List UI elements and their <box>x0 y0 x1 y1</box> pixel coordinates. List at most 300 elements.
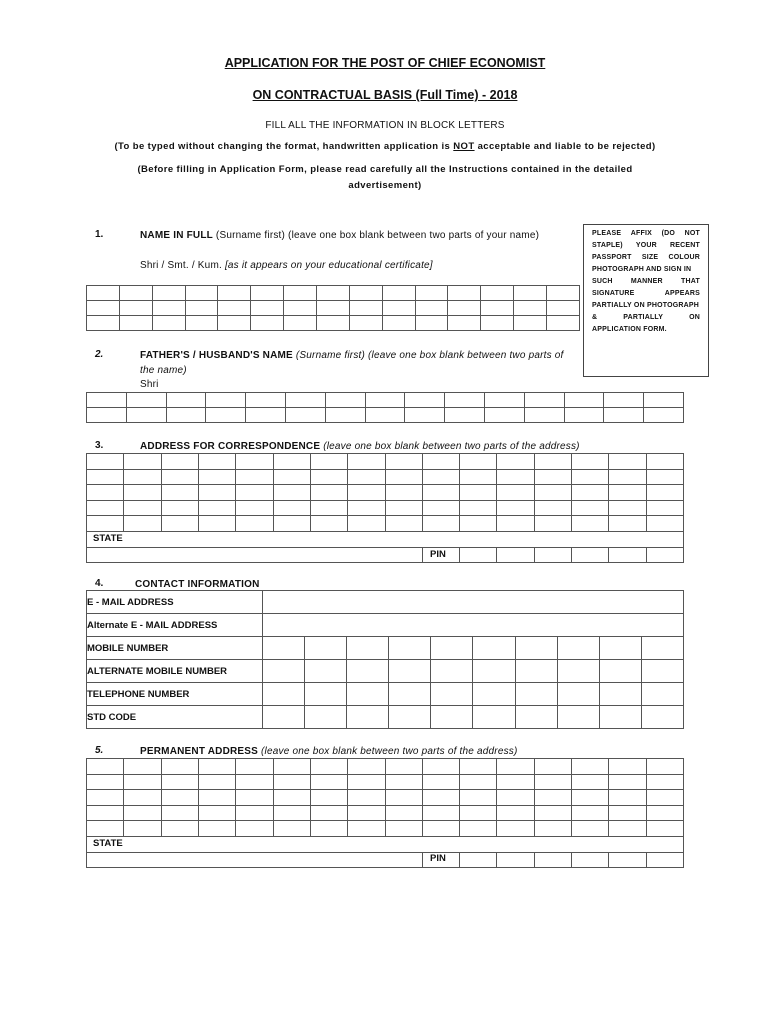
letter-box[interactable] <box>124 454 161 470</box>
letter-box[interactable] <box>87 774 124 790</box>
pin-box[interactable] <box>497 852 534 867</box>
letter-box[interactable] <box>547 316 580 331</box>
letter-box[interactable] <box>161 805 198 821</box>
digit-box[interactable] <box>557 660 599 683</box>
letter-box[interactable] <box>285 408 325 423</box>
pin-box[interactable] <box>497 547 534 562</box>
pin-box[interactable] <box>460 852 497 867</box>
digit-box[interactable] <box>347 683 389 706</box>
digit-box[interactable] <box>599 706 641 729</box>
letter-box[interactable] <box>166 393 206 408</box>
letter-box[interactable] <box>422 454 459 470</box>
letter-box[interactable] <box>460 821 497 837</box>
letter-box[interactable] <box>87 408 127 423</box>
letter-box[interactable] <box>87 301 120 316</box>
photo-box[interactable] <box>583 224 709 377</box>
letter-box[interactable] <box>87 805 124 821</box>
letter-box[interactable] <box>385 485 422 501</box>
letter-box[interactable] <box>405 408 445 423</box>
digit-box[interactable] <box>473 637 515 660</box>
letter-box[interactable] <box>349 316 382 331</box>
letter-box[interactable] <box>198 805 235 821</box>
letter-box[interactable] <box>460 790 497 806</box>
permanent-address-grid[interactable] <box>86 758 684 868</box>
letter-box[interactable] <box>152 286 185 301</box>
letter-box[interactable] <box>348 805 385 821</box>
letter-box[interactable] <box>124 469 161 485</box>
letter-box[interactable] <box>609 485 646 501</box>
letter-box[interactable] <box>497 469 534 485</box>
letter-box[interactable] <box>87 485 124 501</box>
letter-box[interactable] <box>310 454 347 470</box>
letter-box[interactable] <box>524 393 564 408</box>
letter-box[interactable] <box>310 469 347 485</box>
letter-box[interactable] <box>460 774 497 790</box>
letter-box[interactable] <box>382 316 415 331</box>
letter-box[interactable] <box>126 393 166 408</box>
letter-box[interactable] <box>534 774 571 790</box>
digit-box[interactable] <box>641 637 683 660</box>
letter-box[interactable] <box>198 485 235 501</box>
letter-box[interactable] <box>422 774 459 790</box>
letter-box[interactable] <box>644 393 684 408</box>
letter-box[interactable] <box>273 790 310 806</box>
letter-box[interactable] <box>385 516 422 532</box>
letter-box[interactable] <box>152 316 185 331</box>
letter-box[interactable] <box>385 500 422 516</box>
letter-box[interactable] <box>310 485 347 501</box>
letter-box[interactable] <box>161 454 198 470</box>
letter-box[interactable] <box>646 454 683 470</box>
digit-box[interactable] <box>599 683 641 706</box>
correspondence-address-grid[interactable] <box>86 453 684 563</box>
letter-box[interactable] <box>572 485 609 501</box>
letter-box[interactable] <box>385 790 422 806</box>
letter-box[interactable] <box>161 821 198 837</box>
letter-box[interactable] <box>422 790 459 806</box>
letter-box[interactable] <box>445 393 485 408</box>
letter-box[interactable] <box>547 301 580 316</box>
letter-box[interactable] <box>206 393 246 408</box>
letter-box[interactable] <box>348 454 385 470</box>
digit-box[interactable] <box>431 706 473 729</box>
digit-box[interactable] <box>515 706 557 729</box>
letter-box[interactable] <box>385 774 422 790</box>
letter-box[interactable] <box>325 408 365 423</box>
letter-box[interactable] <box>572 469 609 485</box>
letter-box[interactable] <box>348 821 385 837</box>
letter-box[interactable] <box>246 408 286 423</box>
letter-box[interactable] <box>646 759 683 775</box>
letter-box[interactable] <box>534 454 571 470</box>
letter-box[interactable] <box>572 454 609 470</box>
letter-box[interactable] <box>161 790 198 806</box>
letter-box[interactable] <box>124 790 161 806</box>
letter-box[interactable] <box>161 500 198 516</box>
letter-box[interactable] <box>646 821 683 837</box>
letter-box[interactable] <box>236 774 273 790</box>
letter-box[interactable] <box>514 286 547 301</box>
letter-box[interactable] <box>422 485 459 501</box>
letter-box[interactable] <box>497 454 534 470</box>
letter-box[interactable] <box>534 500 571 516</box>
letter-box[interactable] <box>646 805 683 821</box>
letter-box[interactable] <box>317 301 350 316</box>
letter-box[interactable] <box>460 759 497 775</box>
letter-box[interactable] <box>236 485 273 501</box>
letter-box[interactable] <box>218 301 251 316</box>
letter-box[interactable] <box>497 790 534 806</box>
letter-box[interactable] <box>422 805 459 821</box>
letter-box[interactable] <box>448 316 481 331</box>
letter-box[interactable] <box>236 759 273 775</box>
pin-box[interactable] <box>572 547 609 562</box>
state-field[interactable] <box>87 531 684 547</box>
contact-table[interactable] <box>86 590 684 729</box>
pin-box[interactable] <box>460 547 497 562</box>
letter-box[interactable] <box>534 485 571 501</box>
letter-box[interactable] <box>198 790 235 806</box>
letter-box[interactable] <box>206 408 246 423</box>
name-grid[interactable] <box>86 285 580 331</box>
letter-box[interactable] <box>87 516 124 532</box>
letter-box[interactable] <box>198 821 235 837</box>
digit-box[interactable] <box>305 660 347 683</box>
digit-box[interactable] <box>473 683 515 706</box>
letter-box[interactable] <box>236 469 273 485</box>
father-name-grid[interactable] <box>86 392 684 423</box>
letter-box[interactable] <box>422 500 459 516</box>
letter-box[interactable] <box>126 408 166 423</box>
pin-box[interactable] <box>646 547 683 562</box>
letter-box[interactable] <box>497 485 534 501</box>
digit-box[interactable] <box>305 683 347 706</box>
letter-box[interactable] <box>534 805 571 821</box>
letter-box[interactable] <box>87 316 120 331</box>
digit-box[interactable] <box>557 683 599 706</box>
letter-box[interactable] <box>348 774 385 790</box>
letter-box[interactable] <box>460 485 497 501</box>
digit-box[interactable] <box>347 660 389 683</box>
letter-box[interactable] <box>382 301 415 316</box>
letter-box[interactable] <box>348 469 385 485</box>
letter-box[interactable] <box>385 821 422 837</box>
letter-box[interactable] <box>609 821 646 837</box>
letter-box[interactable] <box>185 316 218 331</box>
photo-instruction-word: YOUR <box>635 242 657 249</box>
letter-box[interactable] <box>460 805 497 821</box>
letter-box[interactable] <box>415 301 448 316</box>
digit-box[interactable] <box>599 637 641 660</box>
letter-box[interactable] <box>604 408 644 423</box>
digit-box[interactable] <box>515 683 557 706</box>
letter-box[interactable] <box>198 759 235 775</box>
letter-box[interactable] <box>534 821 571 837</box>
letter-box[interactable] <box>218 286 251 301</box>
letter-box[interactable] <box>609 774 646 790</box>
letter-box[interactable] <box>236 500 273 516</box>
letter-box[interactable] <box>448 301 481 316</box>
letter-box[interactable] <box>119 286 152 301</box>
letter-box[interactable] <box>119 316 152 331</box>
pin-box[interactable] <box>609 547 646 562</box>
digit-box[interactable] <box>641 683 683 706</box>
letter-box[interactable] <box>445 408 485 423</box>
letter-box[interactable] <box>161 469 198 485</box>
letter-box[interactable] <box>124 485 161 501</box>
letter-box[interactable] <box>251 316 284 331</box>
digit-box[interactable] <box>263 660 305 683</box>
letter-box[interactable] <box>310 821 347 837</box>
letter-box[interactable] <box>152 301 185 316</box>
letter-box[interactable] <box>609 805 646 821</box>
digit-box[interactable] <box>641 706 683 729</box>
digit-box[interactable] <box>515 637 557 660</box>
letter-box[interactable] <box>514 301 547 316</box>
letter-box[interactable] <box>251 286 284 301</box>
letter-box[interactable] <box>572 790 609 806</box>
letter-box[interactable] <box>284 301 317 316</box>
letter-box[interactable] <box>198 469 235 485</box>
digit-box[interactable] <box>599 660 641 683</box>
letter-box[interactable] <box>497 805 534 821</box>
letter-box[interactable] <box>236 805 273 821</box>
digit-box[interactable] <box>389 660 431 683</box>
letter-box[interactable] <box>284 316 317 331</box>
letter-box[interactable] <box>124 759 161 775</box>
letter-box[interactable] <box>185 286 218 301</box>
letter-box[interactable] <box>572 774 609 790</box>
letter-box[interactable] <box>365 408 405 423</box>
letter-box[interactable] <box>124 500 161 516</box>
digit-box[interactable] <box>389 706 431 729</box>
letter-box[interactable] <box>524 408 564 423</box>
digit-box[interactable] <box>263 706 305 729</box>
letter-box[interactable] <box>646 469 683 485</box>
grid-row <box>87 790 684 806</box>
digit-box[interactable] <box>347 637 389 660</box>
letter-box[interactable] <box>644 408 684 423</box>
letter-box[interactable] <box>481 301 514 316</box>
digit-box[interactable] <box>389 637 431 660</box>
letter-box[interactable] <box>310 790 347 806</box>
letter-box[interactable] <box>317 316 350 331</box>
letter-box[interactable] <box>564 393 604 408</box>
letter-box[interactable] <box>481 286 514 301</box>
letter-box[interactable] <box>161 774 198 790</box>
letter-box[interactable] <box>236 821 273 837</box>
digit-box[interactable] <box>473 660 515 683</box>
letter-box[interactable] <box>422 516 459 532</box>
letter-box[interactable] <box>87 500 124 516</box>
letter-box[interactable] <box>572 500 609 516</box>
letter-box[interactable] <box>161 759 198 775</box>
digit-box[interactable] <box>431 660 473 683</box>
letter-box[interactable] <box>415 286 448 301</box>
letter-box[interactable] <box>87 469 124 485</box>
letter-box[interactable] <box>349 301 382 316</box>
letter-box[interactable] <box>547 286 580 301</box>
pin-box[interactable] <box>534 852 571 867</box>
letter-box[interactable] <box>564 408 604 423</box>
letter-box[interactable] <box>422 469 459 485</box>
digit-box[interactable] <box>347 706 389 729</box>
digit-box[interactable] <box>431 683 473 706</box>
letter-box[interactable] <box>534 469 571 485</box>
letter-box[interactable] <box>246 393 286 408</box>
letter-box[interactable] <box>604 393 644 408</box>
letter-box[interactable] <box>484 393 524 408</box>
letter-box[interactable] <box>124 516 161 532</box>
letter-box[interactable] <box>273 805 310 821</box>
letter-box[interactable] <box>124 774 161 790</box>
letter-box[interactable] <box>218 316 251 331</box>
letter-box[interactable] <box>422 821 459 837</box>
letter-box[interactable] <box>166 408 206 423</box>
digit-box[interactable] <box>263 683 305 706</box>
letter-box[interactable] <box>415 316 448 331</box>
letter-box[interactable] <box>572 759 609 775</box>
letter-box[interactable] <box>385 454 422 470</box>
letter-box[interactable] <box>273 774 310 790</box>
digit-box[interactable] <box>431 637 473 660</box>
letter-box[interactable] <box>273 485 310 501</box>
letter-box[interactable] <box>514 316 547 331</box>
letter-box[interactable] <box>534 790 571 806</box>
letter-box[interactable] <box>198 774 235 790</box>
letter-box[interactable] <box>460 469 497 485</box>
letter-box[interactable] <box>646 500 683 516</box>
letter-box[interactable] <box>460 454 497 470</box>
letter-box[interactable] <box>310 805 347 821</box>
letter-box[interactable] <box>460 516 497 532</box>
letter-box[interactable] <box>448 286 481 301</box>
letter-box[interactable] <box>310 759 347 775</box>
letter-box[interactable] <box>609 454 646 470</box>
letter-box[interactable] <box>87 454 124 470</box>
letter-box[interactable] <box>534 516 571 532</box>
pin-box[interactable] <box>534 547 571 562</box>
letter-box[interactable] <box>609 516 646 532</box>
letter-box[interactable] <box>609 759 646 775</box>
letter-box[interactable] <box>124 805 161 821</box>
letter-box[interactable] <box>161 516 198 532</box>
email-field[interactable] <box>263 591 684 614</box>
state-field[interactable] <box>87 836 684 852</box>
letter-box[interactable] <box>572 821 609 837</box>
digit-box[interactable] <box>557 637 599 660</box>
letter-box[interactable] <box>87 759 124 775</box>
letter-box[interactable] <box>646 790 683 806</box>
letter-box[interactable] <box>348 516 385 532</box>
letter-box[interactable] <box>198 516 235 532</box>
letter-box[interactable] <box>273 821 310 837</box>
letter-box[interactable] <box>422 759 459 775</box>
digit-box[interactable] <box>305 637 347 660</box>
letter-box[interactable] <box>273 469 310 485</box>
letter-box[interactable] <box>348 485 385 501</box>
letter-box[interactable] <box>124 821 161 837</box>
letter-box[interactable] <box>609 790 646 806</box>
letter-box[interactable] <box>284 286 317 301</box>
letter-box[interactable] <box>185 301 218 316</box>
letter-box[interactable] <box>236 454 273 470</box>
letter-box[interactable] <box>497 500 534 516</box>
letter-box[interactable] <box>572 516 609 532</box>
letter-box[interactable] <box>273 759 310 775</box>
letter-box[interactable] <box>382 286 415 301</box>
letter-box[interactable] <box>198 454 235 470</box>
letter-box[interactable] <box>385 759 422 775</box>
letter-box[interactable] <box>119 301 152 316</box>
digit-box[interactable] <box>557 706 599 729</box>
letter-box[interactable] <box>273 516 310 532</box>
letter-box[interactable] <box>310 516 347 532</box>
letter-box[interactable] <box>497 821 534 837</box>
digit-box[interactable] <box>473 706 515 729</box>
letter-box[interactable] <box>348 759 385 775</box>
letter-box[interactable] <box>385 469 422 485</box>
pin-box[interactable] <box>609 852 646 867</box>
letter-box[interactable] <box>236 516 273 532</box>
letter-box[interactable] <box>348 790 385 806</box>
letter-box[interactable] <box>310 500 347 516</box>
letter-box[interactable] <box>87 790 124 806</box>
letter-box[interactable] <box>87 393 127 408</box>
photo-instruction-word: THAT <box>681 278 700 285</box>
letter-box[interactable] <box>405 393 445 408</box>
letter-box[interactable] <box>317 286 350 301</box>
letter-box[interactable] <box>161 485 198 501</box>
pin-box[interactable] <box>646 852 683 867</box>
letter-box[interactable] <box>534 759 571 775</box>
letter-box[interactable] <box>285 393 325 408</box>
letter-box[interactable] <box>251 301 284 316</box>
pin-box[interactable] <box>572 852 609 867</box>
letter-box[interactable] <box>385 805 422 821</box>
letter-box[interactable] <box>310 774 347 790</box>
letter-box[interactable] <box>497 759 534 775</box>
letter-box[interactable] <box>460 500 497 516</box>
letter-box[interactable] <box>497 516 534 532</box>
letter-box[interactable] <box>646 774 683 790</box>
letter-box[interactable] <box>497 774 534 790</box>
letter-box[interactable] <box>348 500 385 516</box>
letter-box[interactable] <box>609 500 646 516</box>
alt-email-field[interactable] <box>263 614 684 637</box>
letter-box[interactable] <box>646 485 683 501</box>
letter-box[interactable] <box>572 805 609 821</box>
letter-box[interactable] <box>273 500 310 516</box>
letter-box[interactable] <box>236 790 273 806</box>
letter-box[interactable] <box>349 286 382 301</box>
letter-box[interactable] <box>273 454 310 470</box>
letter-box[interactable] <box>484 408 524 423</box>
letter-box[interactable] <box>609 469 646 485</box>
digit-box[interactable] <box>641 660 683 683</box>
letter-box[interactable] <box>481 316 514 331</box>
letter-box[interactable] <box>325 393 365 408</box>
digit-box[interactable] <box>515 660 557 683</box>
letter-box[interactable] <box>646 516 683 532</box>
digit-box[interactable] <box>263 637 305 660</box>
letter-box[interactable] <box>87 286 120 301</box>
digit-box[interactable] <box>305 706 347 729</box>
digit-box[interactable] <box>389 683 431 706</box>
letter-box[interactable] <box>87 821 124 837</box>
letter-box[interactable] <box>198 500 235 516</box>
letter-box[interactable] <box>365 393 405 408</box>
